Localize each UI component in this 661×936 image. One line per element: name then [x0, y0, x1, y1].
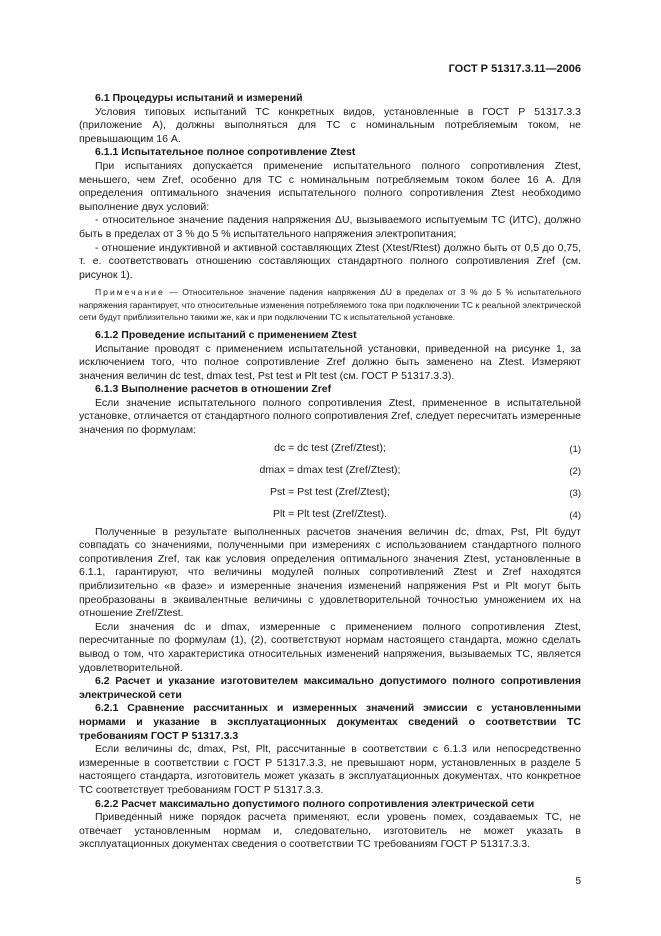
formula-3-expression: Pst = Pst test (Zref/Ztest);	[270, 485, 390, 498]
section-6-2-title: 6.2 Расчет и указание изготовителем максимально допустимого полного сопротивления электрической сети	[79, 675, 581, 701]
formula-1-expression: dc = dc test (Zref/Ztest);	[274, 441, 386, 454]
note-text: — Относительное значение падения напряжения ΔU в пределах от 3 % до 5 % испытательного напряжения гарантирует, что относительные изменения потребляемого тока при подключении ТС к реальной электрической сети будут приблизительно такими же, как и при подключении ТС к испытательной установке.	[79, 287, 581, 322]
note	[79, 286, 581, 323]
section-6-2-2-text: Приведенный ниже порядок расчета применяют, если уровень помех, создаваемых ТС, не отвечает установленным нормам и, следовательно, изготовитель не может указать в эксплуатационных документах сведения о соответствии ТС требованиям ГОСТ Р 51317.3.3.	[79, 811, 581, 851]
formula-4	[79, 504, 581, 526]
section-6-1-2-text: Испытание проводят с применением испытательной установки, приведенной на рисунке 1, за исключением того, что полное сопротивление Zref должно быть заменено на Ztest. Измеряют значения величин dc test, dmax test, Pst test и Plt test (см. ГОСТ Р 51317.3.3).	[79, 342, 581, 382]
formula-4-expression: Plt = Plt test (Zref/Ztest).	[272, 507, 388, 520]
formula-1-number: (1)	[569, 443, 581, 455]
formula-1	[79, 438, 581, 460]
note-label: Примечание	[95, 287, 165, 298]
page-content	[79, 92, 581, 852]
standard-header: ГОСТ Р 51317.3.11—2006	[448, 63, 581, 75]
section-6-2-1-title: 6.2.1 Сравнение рассчитанных и измеренных значений эмиссии с установленными нормами и указание в эксплуатационных документах сведений о соответствии ТС требованиям ГОСТ Р 51317.3.3	[79, 702, 581, 742]
section-6-2-1-text: Если величины dc, dmax, Pst, Plt, рассчитанные в соответствии с 6.1.3 или непосредственно измеренные в соответствии с ГОСТ Р 51317.3.3, не превышают норм, установленных в разделе 5 настоящего стандарта, изготовитель может указать в эксплуатационных документах, что конкретное ТС соответствует требованиям ГОСТ Р 51317.3.3.	[79, 743, 581, 796]
section-6-1-2-title: 6.1.2 Проведение испытаний с применением Ztest	[95, 328, 357, 341]
section-6-1-3-conclusion-2: Если значения dc и dmax, измеренные с применением полного сопротивления Ztest, пересчитанные по формулам (1), (2), соответствуют нормам настоящего стандарта, можно сделать вывод о том, что характеристика относительных изменений напряжения, вызываемых ТС, является удовлетворительной.	[79, 620, 581, 674]
section-6-1-1-paragraph-2: - относительное значение падения напряжения ΔU, вызываемого испытуемым ТС (ИТС), должно быть в пределах от 3 % до 5 % испытательного напряжения электропитания;	[79, 214, 581, 240]
section-6-1-title: 6.1 Процедуры испытаний и измерений	[95, 92, 303, 104]
section-6-2-2-title: 6.2.2 Расчет максимально допустимого полного сопротивления электрической сети	[95, 797, 535, 810]
formula-2	[79, 460, 581, 482]
section-6-1-3-title: 6.1.3 Выполнение расчетов в отношении Zref	[95, 383, 332, 396]
section-6-1-1-paragraph-1: При испытаниях допускается применение испытательного полного сопротивления Ztest, меньшего, чем Zref, особенно для ТС с номинальным потребляемым током более 16 А. Для определения оптимального значения испытательного полного сопротивления Ztest необходимо выполнение двух условий:	[79, 159, 581, 213]
formula-4-number: (4)	[569, 509, 581, 521]
formula-3	[79, 482, 581, 504]
section-6-1-1-title: 6.1.1 Испытательное полное сопротивление Ztest	[95, 146, 356, 159]
page-number: 5	[575, 876, 581, 887]
section-6-1-3-text: Если значение испытательного полного сопротивления Ztest, примененное в испытательной установке, отличается от стандартного полного сопротивления Zref, следует пересчитать измеренные значения по формулам:	[79, 396, 581, 437]
formula-3-number: (3)	[569, 487, 581, 499]
section-6-1-3-conclusion-1: Полученные в результате выполненных расчетов значения величин dc, dmax, Pst, Plt будут совпадать со значениями, полученными при измерениях с использованием стандартного полного сопротивления Zref, так как условия определения оптимального значения Ztest, установленные в 6.1.1, гарантируют, что величины модулей полных сопротивлений Ztest и Zref находятся приблизительно «в фазе» и измеренные значения изменений напряжения Pst и Plt могут быть преобразованы в эквивалентные величины с удовлетворительной точностью умножением их на отношение Zref/Ztest.	[79, 525, 581, 620]
section-6-1-1-paragraph-3: - отношение индуктивной и активной составляющих Ztest (Xtest/Rtest) должно быть от 0,5 до 0,75, т. е. соответствовать отношению составляющих стандартного полного сопротивления Zref (см. рисунок 1).	[79, 241, 581, 281]
formula-2-number: (2)	[569, 465, 581, 477]
section-6-1-text: Условия типовых испытаний ТС конкретных видов, установленные в ГОСТ Р 51317.3.3 (приложение А), должны выполняться для ТС с номинальным потребляемым током, не превышающим 16 А.	[79, 105, 581, 145]
formula-2-expression: dmax = dmax test (Zref/Ztest);	[259, 463, 401, 476]
